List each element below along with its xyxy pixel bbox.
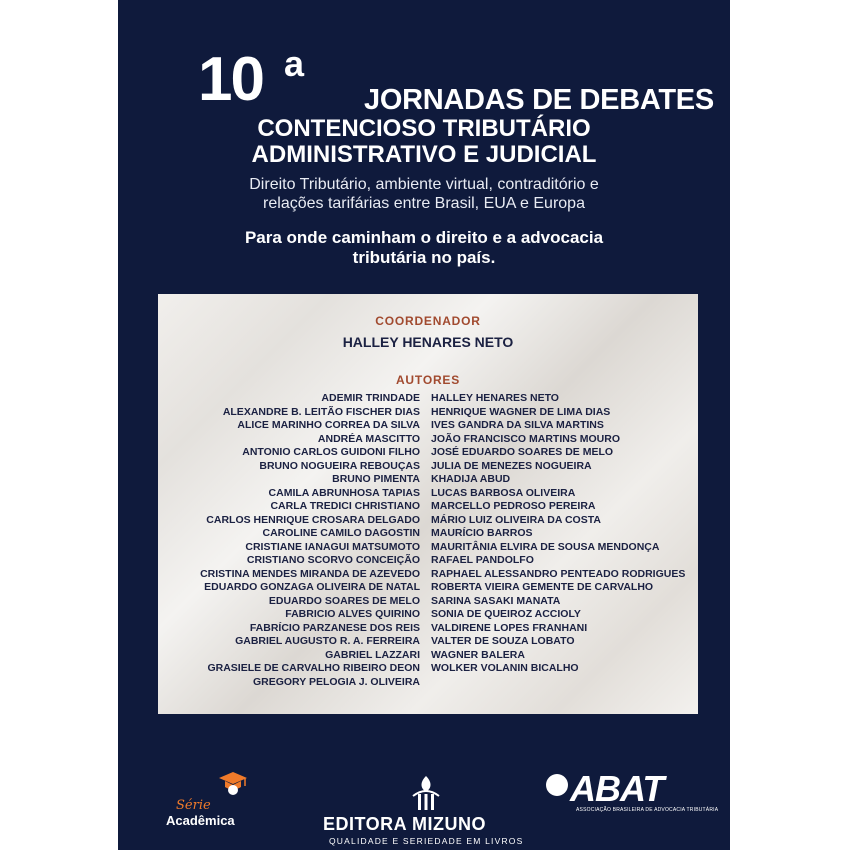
academica-label: Acadêmica <box>166 813 235 828</box>
author-name: WAGNER BALERA <box>431 648 525 661</box>
serie-label: Série <box>176 798 211 813</box>
author-name: ALEXANDRE B. LEITÃO FISCHER DIAS <box>222 405 420 418</box>
author-name: ADEMIR TRINDADE <box>321 392 420 404</box>
author-name: ALICE MARINHO CORREA DA SILVA <box>237 419 420 431</box>
author-name: CAROLINE CAMILO DAGOSTIN <box>262 527 420 539</box>
author-name: LUCAS BARBOSA OLIVEIRA <box>431 486 576 499</box>
author-name: RAFAEL PANDOLFO <box>431 554 534 566</box>
author-name: CRISTIANE IANAGUI MATSUMOTO <box>245 540 420 553</box>
title-line-1: JORNADAS DE DEBATES <box>364 84 714 116</box>
author-name: JOSÉ EDUARDO SOARES DE MELO <box>431 446 614 458</box>
author-name: GABRIEL AUGUSTO R. A. FERREIRA <box>235 635 420 647</box>
subtitle-line-2: relações tarifárias entre Brasil, EUA e Europa <box>263 195 585 212</box>
author-name: MÁRIO LUIZ OLIVEIRA DA COSTA <box>431 513 601 526</box>
editora-mizuno-logo <box>323 780 528 846</box>
author-name: CRISTIANO SCORVO CONCEIÇÃO <box>246 554 420 566</box>
authors-heading: AUTORES <box>395 373 461 387</box>
title-line-2: CONTENCIOSO TRIBUTÁRIO <box>257 115 591 142</box>
author-name: CRISTINA MENDES MIRANDA DE AZEVEDO <box>200 567 420 580</box>
author-name: FABRÍCIO PARZANESE DOS REIS <box>249 621 420 634</box>
author-name: JULIA DE MENEZES NOGUEIRA <box>431 459 592 472</box>
author-name: WOLKER VOLANIN BICALHO <box>431 662 579 674</box>
coordinator-name: HALLEY HENARES NETO <box>342 334 514 350</box>
authors-column-left <box>200 392 420 689</box>
author-name: SARINA SASAKI MANATA <box>431 594 561 607</box>
abat-logo <box>544 768 719 820</box>
footer-logos <box>118 750 730 846</box>
author-name: RAPHAEL ALESSANDRO PENTEADO RODRIGUES <box>431 567 686 580</box>
edition-superscript: a <box>284 43 305 84</box>
author-name: EDUARDO SOARES DE MELO <box>268 594 420 607</box>
coordinator-heading: COORDENADOR <box>375 314 481 328</box>
graduation-cap-icon <box>218 768 248 798</box>
serie-academica-logo <box>166 768 252 828</box>
abat-full-name: ASSOCIAÇÃO BRASILEIRA DE ADVOCACIA TRIBUTÁRIA <box>576 807 719 813</box>
author-name: MAURÍCIO BARROS <box>431 527 533 539</box>
subtitle <box>118 175 730 213</box>
author-name: CARLA TREDICI CHRISTIANO <box>270 500 420 512</box>
editora-name: EDITORA MIZUNO <box>323 814 486 834</box>
author-name: JOÃO FRANCISCO MARTINS MOURO <box>431 432 620 445</box>
author-name: IVES GANDRA DA SILVA MARTINS <box>431 419 604 431</box>
tagline-line-1: Para onde caminham o direito e a advocacia <box>244 228 604 247</box>
author-name: HENRIQUE WAGNER DE LIMA DIAS <box>431 405 611 418</box>
author-name: SONIA DE QUEIROZ ACCIOLY <box>431 608 581 620</box>
authors-panel <box>158 294 698 714</box>
edition-number: 10 <box>198 45 263 114</box>
author-name: ANDRÉA MASCITTO <box>317 432 420 445</box>
title-line-3: ADMINISTRATIVO E JUDICIAL <box>251 141 597 168</box>
author-name: KHADIJA ABUD <box>431 473 511 485</box>
author-name: BRUNO PIMENTA <box>332 473 420 485</box>
author-name: GREGORY PELOGIA J. OLIVEIRA <box>252 675 420 688</box>
author-name: CARLOS HENRIQUE CROSARA DELGADO <box>206 513 420 526</box>
author-name: ANTONIO CARLOS GUIDONI FILHO <box>242 446 420 458</box>
tagline <box>118 228 730 268</box>
abat-dot-icon <box>546 774 568 796</box>
editora-slogan: QUALIDADE E SERIEDADE EM LIVROS <box>329 836 524 846</box>
abat-name: ABAT <box>570 768 664 809</box>
author-name: HALLEY HENARES NETO <box>431 392 559 404</box>
author-name: BRUNO NOGUEIRA REBOUÇAS <box>259 459 420 472</box>
author-name: EDUARDO GONZAGA OLIVEIRA DE NATAL <box>204 581 420 593</box>
author-name: VALTER DE SOUZA LOBATO <box>431 635 575 647</box>
author-name: FABRICIO ALVES QUIRINO <box>285 608 420 620</box>
author-name: MAURITÂNIA ELVIRA DE SOUSA MENDONÇA <box>431 540 660 553</box>
author-name: GABRIEL LAZZARI <box>325 648 420 661</box>
subtitle-line-1: Direito Tributário, ambiente virtual, contraditório e <box>249 176 599 193</box>
author-name: CAMILA ABRUNHOSA TAPIAS <box>268 486 420 499</box>
author-name: GRASIELE DE CARVALHO RIBEIRO DEON <box>207 662 420 674</box>
author-name: VALDIRENE LOPES FRANHANI <box>431 621 588 634</box>
book-cover <box>118 0 730 850</box>
author-name: MARCELLO PEDROSO PEREIRA <box>431 500 596 512</box>
mizuno-logo-icon <box>409 774 443 814</box>
tagline-line-2: tributária no país. <box>352 248 496 267</box>
author-name: ROBERTA VIEIRA GEMENTE DE CARVALHO <box>431 581 654 593</box>
authors-column-right <box>431 392 685 676</box>
